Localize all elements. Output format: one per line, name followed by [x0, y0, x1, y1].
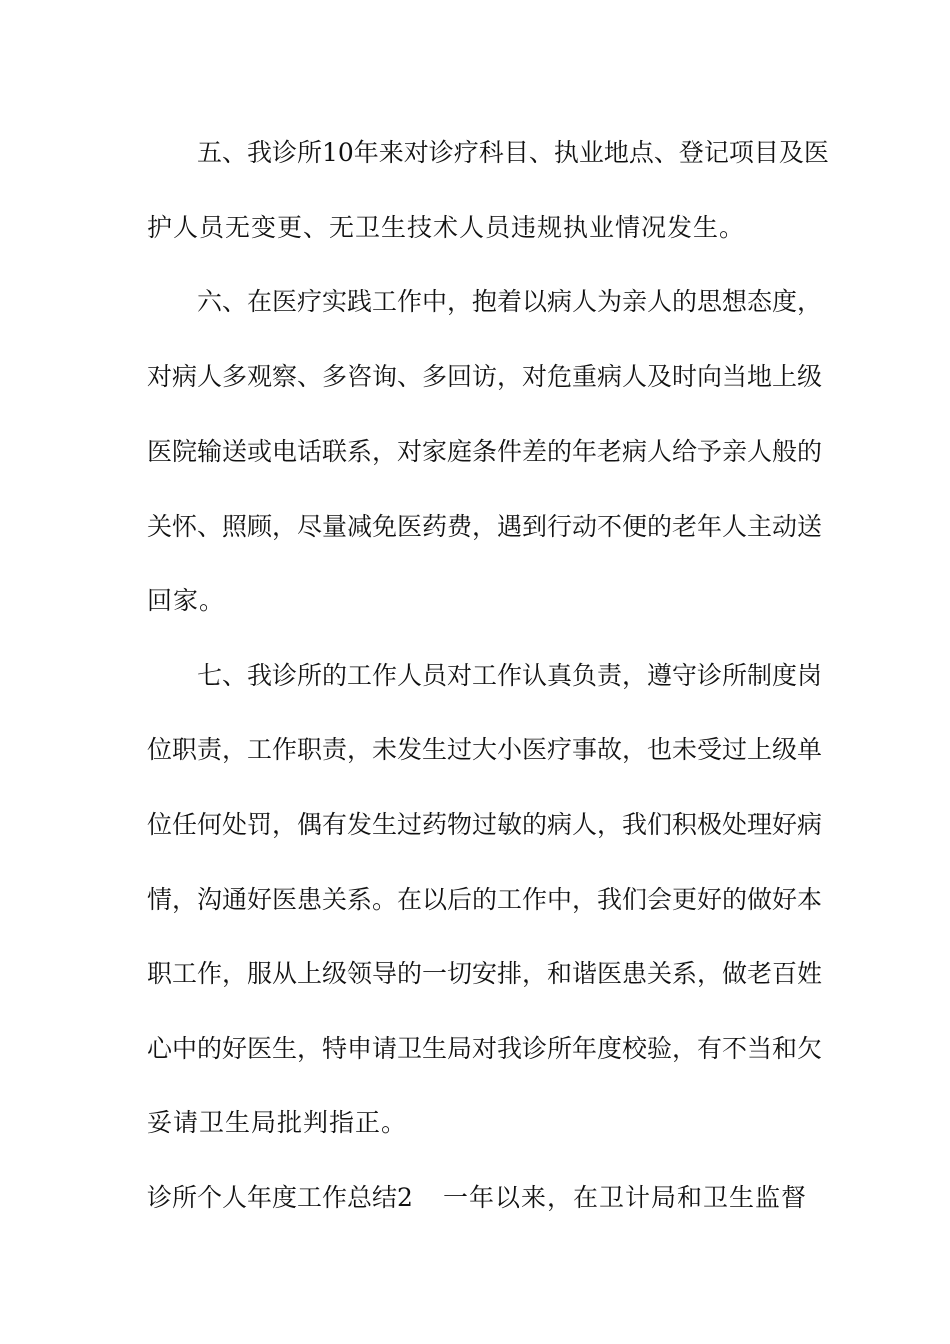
section-continuation-text: 一年以来，在卫计局和卫生监督	[442, 1183, 807, 1212]
paragraph-5-line-2: 护人员无变更、无卫生技术人员违规执业情况发生。	[147, 213, 746, 242]
section-heading-line	[147, 1182, 807, 1214]
paragraph-7-line-3: 位任何处罚，偶有发生过药物过敏的病人，我们积极处理好病	[147, 810, 823, 839]
section-title: 诊所个人年度工作总结2	[147, 1183, 413, 1212]
paragraph-6-line-2: 对病人多观察、多咨询、多回访，对危重病人及时向当地上级	[147, 362, 823, 391]
paragraph-7-line-1: 七、我诊所的工作人员对工作认真负责，遵守诊所制度岗	[197, 661, 823, 690]
paragraph-7-line-6: 心中的好医生，特申请卫生局对我诊所年度校验，有不当和欠	[147, 1034, 823, 1063]
paragraph-7-line-7: 妥请卫生局批判指正。	[147, 1108, 408, 1137]
paragraph-6-line-5: 回家。	[147, 586, 226, 615]
paragraph-6-line-1: 六、在医疗实践工作中，抱着以病人为亲人的思想态度，	[197, 287, 823, 316]
paragraph-5-line-1: 五、我诊所10年来对诊疗科目、执业地点、登记项目及医	[197, 138, 829, 167]
paragraph-7-line-5: 职工作，服从上级领导的一切安排，和谐医患关系，做老百姓	[147, 959, 823, 988]
paragraph-6-line-4: 关怀、照顾，尽量减免医药费，遇到行动不便的老年人主动送	[147, 512, 823, 541]
paragraph-7-line-4: 情，沟通好医患关系。在以后的工作中，我们会更好的做好本	[147, 885, 823, 914]
paragraph-6-line-3: 医院输送或电话联系，对家庭条件差的年老病人给予亲人般的	[147, 437, 823, 466]
paragraph-7-line-2: 位职责，工作职责，未发生过大小医疗事故，也未受过上级单	[147, 735, 823, 764]
